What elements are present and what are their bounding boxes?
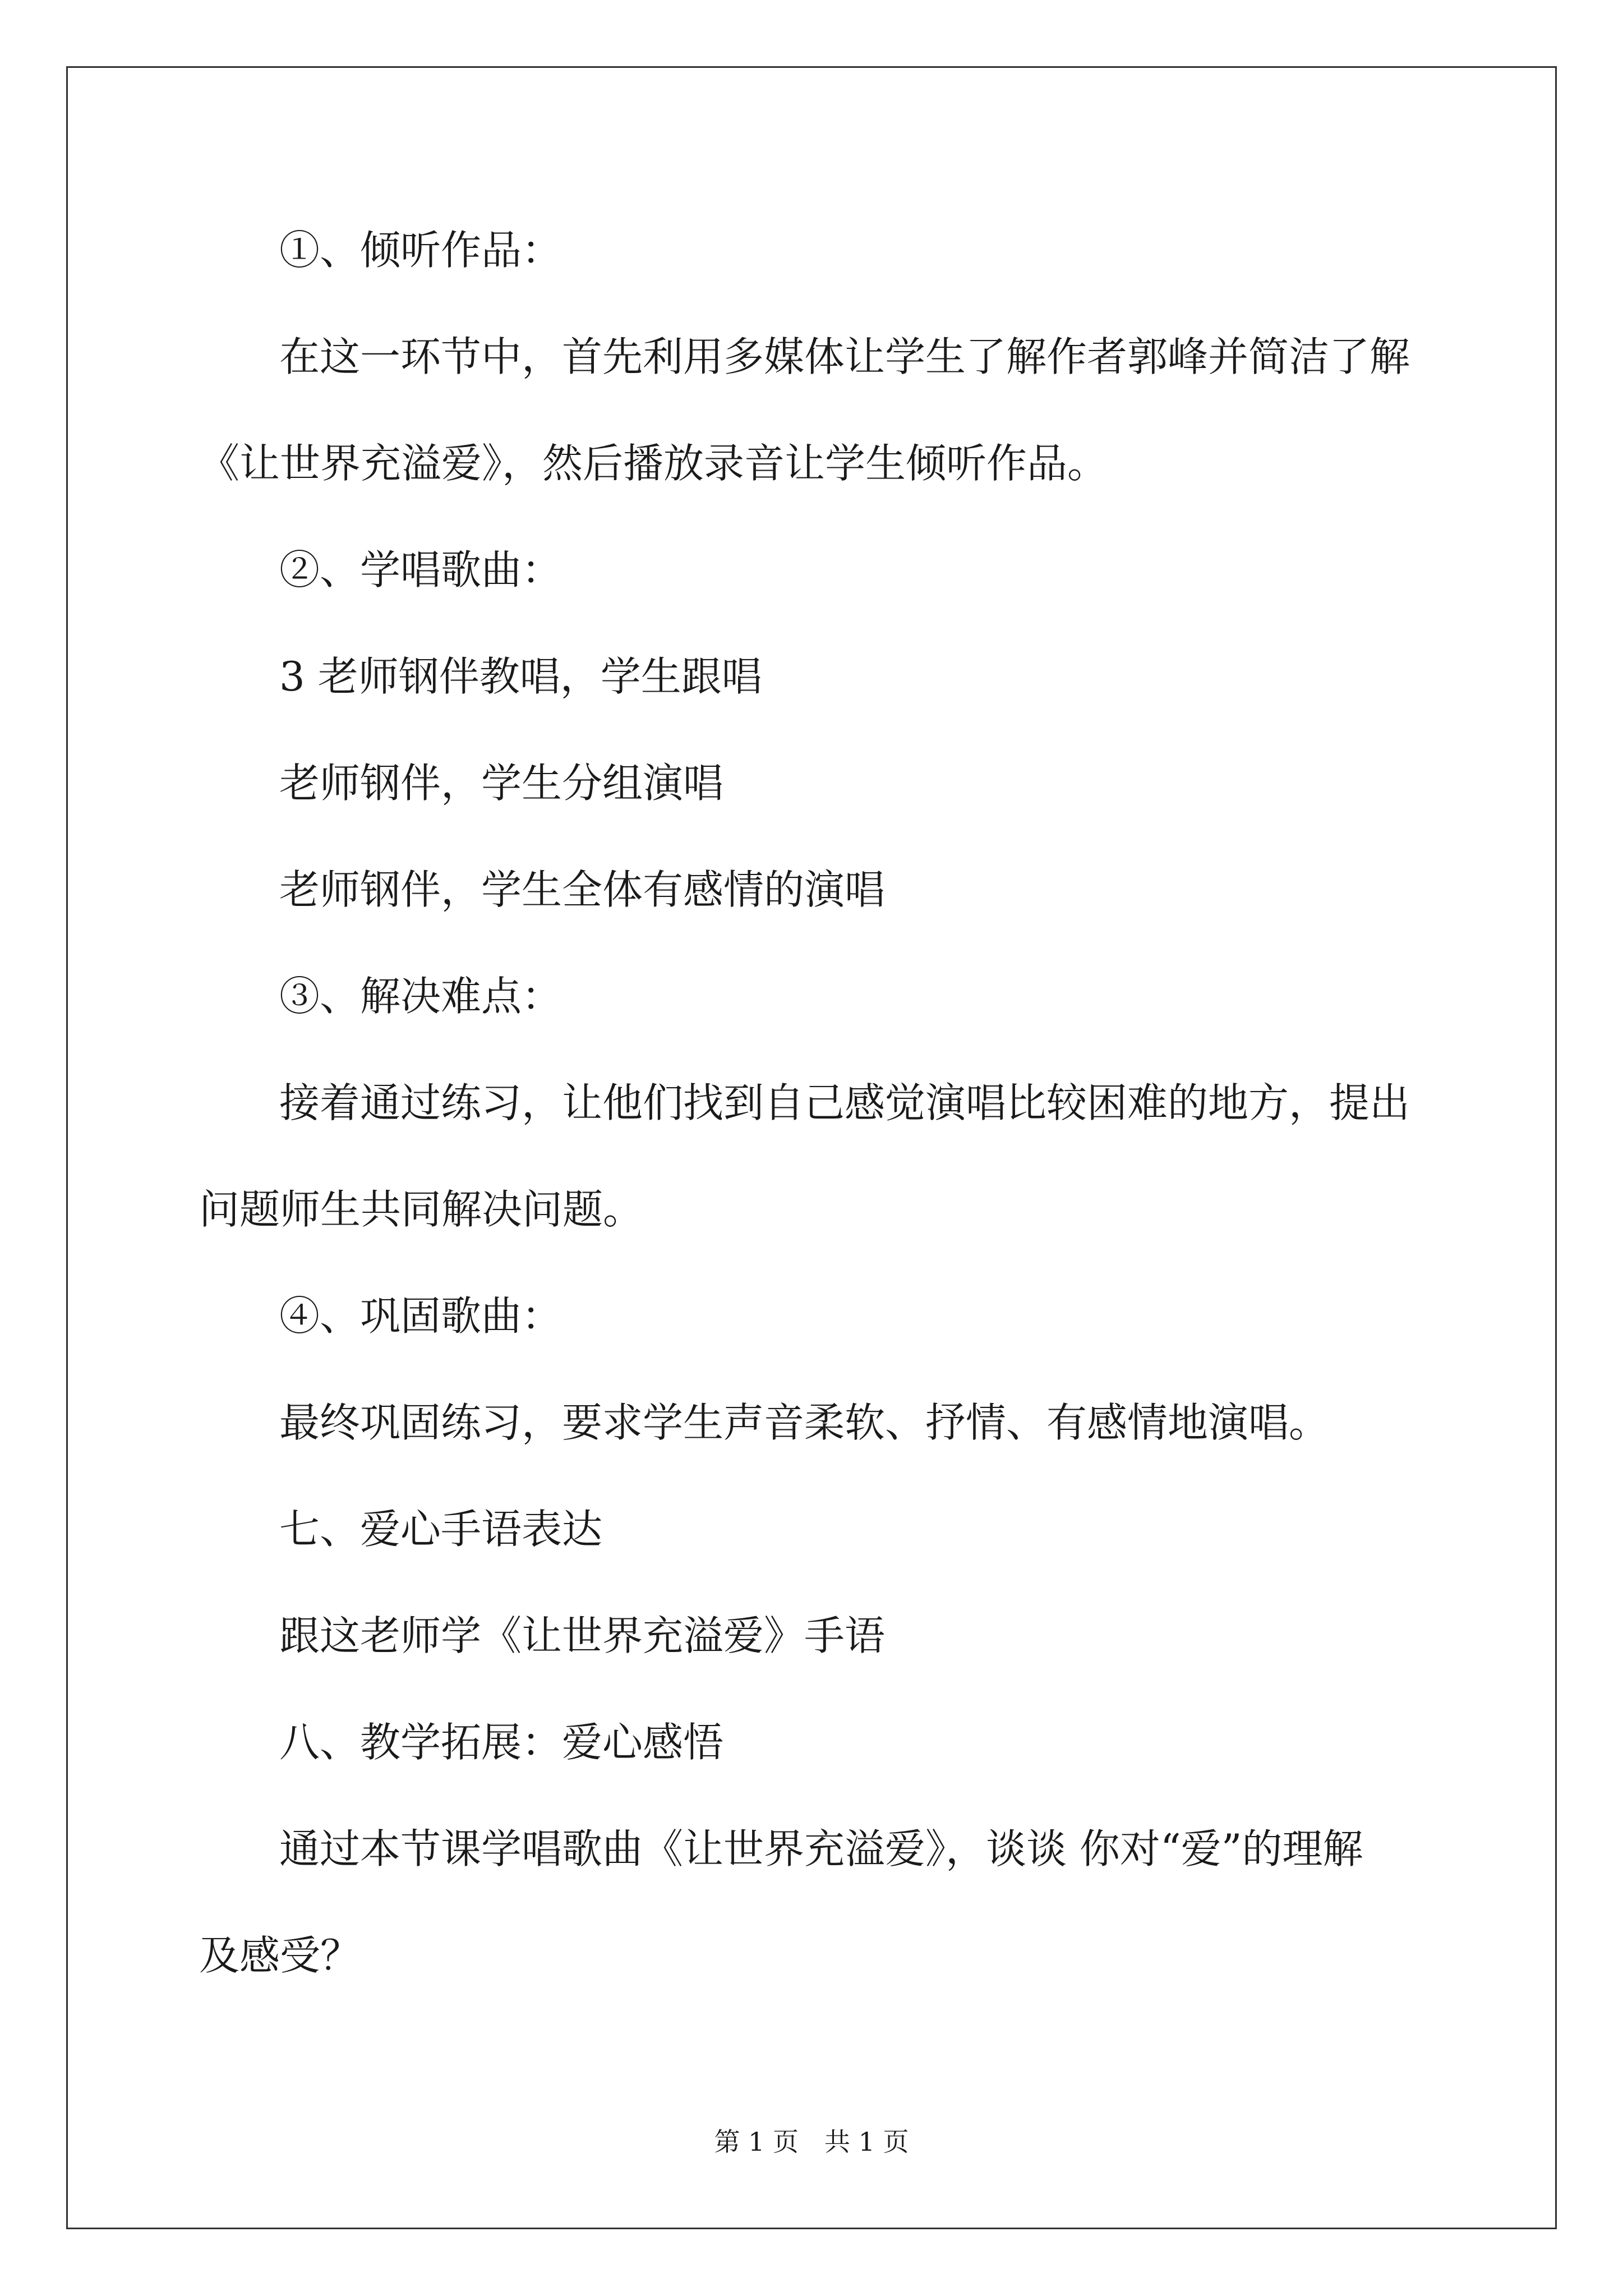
- paragraph-2: 在这一环节中，首先利用多媒体让学生了解作者郭峰并简洁了解: [279, 333, 1410, 380]
- paragraph-13: 八、教学拓展：爱心感悟: [279, 1719, 724, 1766]
- paragraph-1: ①、倾听作品：: [279, 227, 562, 274]
- paragraph-2-continued: 《让世界充溢爱》，然后播放录音让学生倾听作品。: [199, 440, 1108, 487]
- paragraph-6: 老师钢伴，学生全体有感情的演唱: [279, 866, 886, 913]
- paragraph-14: 通过本节课学唱歌曲《让世界充溢爱》，谈谈 你对“爱”的理解: [279, 1825, 1363, 1872]
- paragraph-8-continued: 问题师生共同解决问题。: [199, 1186, 644, 1233]
- paragraph-4: 3 老师钢伴教唱，学生跟唱: [279, 653, 762, 700]
- paragraph-14-continued: 及感受？: [199, 1932, 361, 1979]
- paragraph-7: ③、解决难点：: [279, 973, 562, 1020]
- paragraph-12: 跟这老师学《让世界充溢爱》手语: [279, 1612, 886, 1659]
- paragraph-9: ④、巩固歌曲：: [279, 1292, 562, 1340]
- paragraph-3: ②、学唱歌曲：: [279, 546, 562, 593]
- paragraph-11: 七、爱心手语表达: [279, 1506, 603, 1553]
- paragraph-10: 最终巩固练习，要求学生声音柔软、抒情、有感情地演唱。: [279, 1399, 1330, 1446]
- paragraph-8: 接着通过练习，让他们找到自己感觉演唱比较困难的地方，提出: [279, 1079, 1410, 1126]
- page-footer: 第 1 页 共 1 页: [714, 2127, 909, 2157]
- paragraph-5: 老师钢伴，学生分组演唱: [279, 760, 724, 807]
- page-border: [66, 66, 1557, 2229]
